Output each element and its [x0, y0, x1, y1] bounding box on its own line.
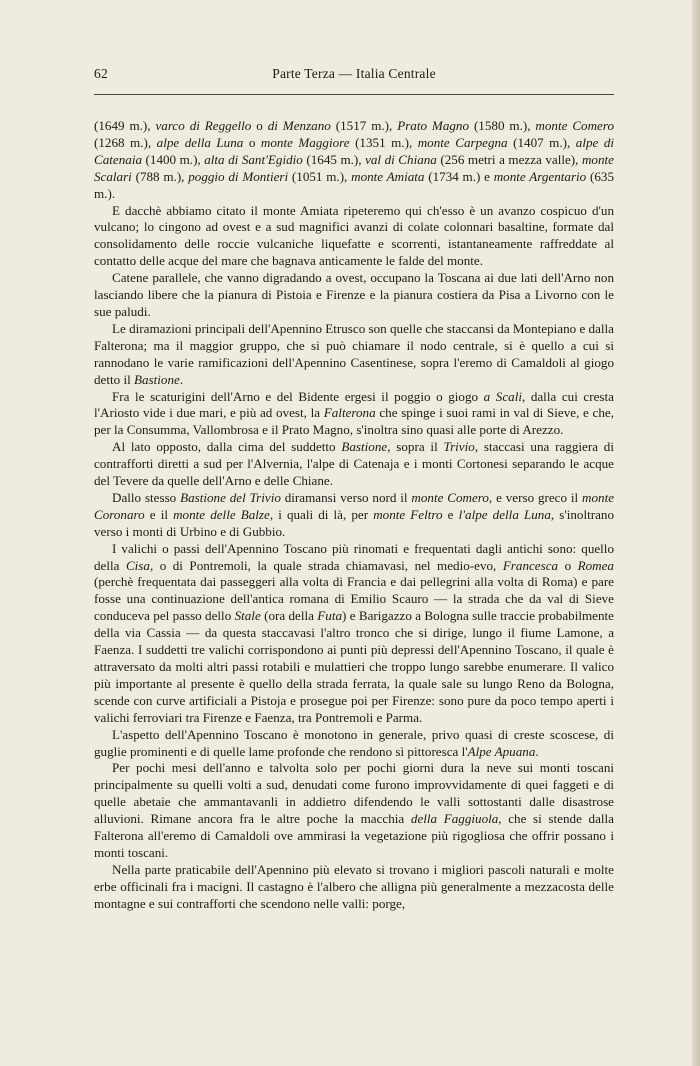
italic-term: di Menzano: [267, 118, 331, 133]
paragraph: [94, 321, 614, 389]
paragraph: [94, 439, 614, 490]
italic-term: Cisa: [125, 557, 150, 573]
text-run: (1734 m.) e: [424, 168, 494, 184]
text-run: , che si stende dalla Falterona all'eremo di Camaldoli ove ammirasi la vegetazione più rigogliosa che offrir possano i monti toscani.: [94, 811, 614, 860]
text-run: I valichi o passi dell'Apennino Toscano più rinomati e frequentati dagli antichi sono: quello della: [94, 540, 614, 573]
text-run: E dacchè abbiamo citato il monte Amiata ripeteremo qui ch'esso è un avanzo cospicuo d'un vulcano; lo cingono ad ovest e a sud magnifici avanzi di colate colonnari basaltine, formate dal consolidamento delle roccie vulcaniche liquefatte e scorrenti, istantaneamente raffreddate al contatto delle acque del mare che bagnava anticamente le falde del monte.: [94, 202, 614, 269]
italic-term: val di Chiana: [365, 151, 437, 167]
text-run: (788 m.),: [131, 168, 189, 184]
italic-term: monte Feltro: [373, 506, 443, 522]
text-run: o: [558, 557, 578, 573]
italic-term: della Faggiuola: [410, 811, 499, 827]
text-run: (635 m.).: [94, 168, 615, 201]
italic-term: poggio di Montieri: [188, 168, 289, 184]
italic-term: alpe di Catenaia: [94, 134, 614, 167]
text-run: , staccasi una raggiera di contrafforti diretti a sud per l'Alvernia, l'alpe di Catenaja e i monti Cortonesi separando le acque del Tevere da quelle dell'Arno e delle Chiane.: [94, 439, 614, 489]
text-run: o: [243, 134, 261, 150]
text-run: Al lato opposto, dalla cima del suddetto: [112, 439, 342, 455]
text-run: Le diramazioni principali dell'Apennino Etrusco son quelle che staccansi da Montepiano e dalla Falterona; ma il maggior gruppo, che si può chiamare il nodo centrale, si è quello a cui si rannodano le varie ramificazioni dell'Apennino Casentinese, sopra l'eremo di Camaldoli al giogo detto il: [94, 320, 614, 387]
italic-term: Romea: [577, 557, 614, 573]
running-head: Parte Terza — Italia Centrale: [272, 66, 436, 81]
italic-term: monte Amiata: [351, 168, 425, 184]
italic-term: monte Comero: [411, 489, 489, 505]
text-run: e: [442, 506, 459, 522]
text-run: , o di Pontremoli, la quale strada chiamavasi, nel medio-evo,: [149, 557, 503, 573]
paragraph: [94, 760, 614, 861]
text-run: Fra le scaturigini dell'Arno e del Bidente ergesi il poggio o giogo: [112, 388, 484, 404]
text-run: (1351 m.),: [349, 134, 418, 150]
paragraph: [94, 490, 614, 541]
italic-term: l'alpe della Luna: [458, 506, 551, 522]
text-run: (1517 m.),: [330, 118, 398, 133]
italic-term: varco di Reggello: [155, 118, 252, 133]
page-edge-shadow: [692, 0, 700, 1066]
paragraph: [94, 862, 614, 913]
italic-term: monte Carpegna: [417, 134, 508, 150]
text-run: (1268 m.),: [94, 134, 157, 150]
text-run: , i quali di là, per: [269, 506, 374, 522]
text-run: Dallo stesso: [112, 489, 181, 505]
text-run: ) e Barigazzo a Bologna sulle traccie probabilmente della via Cassia — da questa staccavasi l'altro tronco che si dirige, lungo il fiume Lamone, a Faenza. I suddetti tre valichi corrispondono ai punti più depressi dell'Apennino Toscano, il quale è attraversato da molti altri passi rotabili e mulattieri che troppo lungo sarebbe enumerare. Il valico più importante al presente è quello della strada ferrata, la quale sale su lungo Reno da Bologna, scende con curve artificiali a Pistoja e prosegue poi per Firenze: sono pure da poco tempo aperti i valichi ferroviari tra Firenze e Faenza, tra Pontremoli e Parma.: [94, 608, 614, 725]
italic-term: Alpe Apuana: [467, 743, 536, 759]
italic-term: alta di Sant'Egidio: [204, 151, 303, 167]
italic-term: Trivio: [443, 439, 475, 455]
text-run: Nella parte praticabile dell'Apennino più elevato si trovano i migliori pascoli naturali e molte erbe officinali fra i macigni. Il castagno è l'albero che alligna più generalmente a mezzacosta delle montagne e sui contrafforti che scendono nelle valli: porge,: [94, 861, 614, 911]
text-run: .: [535, 743, 539, 759]
italic-term: Prato Magno: [397, 118, 470, 133]
page-number: 62: [94, 66, 108, 81]
body-text: [94, 118, 614, 913]
text-run: , sopra il: [387, 439, 444, 455]
italic-term: monte delle Balze: [173, 506, 270, 522]
text-run: , dalla cui cresta l'Ariosto vide i due mari, e più ad ovest, la: [94, 388, 614, 421]
italic-term: Bastione: [341, 439, 388, 455]
italic-term: Stale: [234, 608, 261, 624]
italic-term: a Scali: [483, 388, 522, 404]
text-run: o: [251, 118, 268, 133]
italic-term: monte Maggiore: [260, 134, 350, 150]
text-run: Catene parallele, che vanno digradando a ovest, occupano la Toscana ai due lati dell'Arno non lasciando libere che la pianura di Pistoia e Firenze e la pianura costiera da Pisa a Livorno con le sue paludi.: [94, 270, 614, 319]
italic-term: Falterona: [323, 405, 376, 421]
text-run: che spinge i suoi rami in val di Sieve, e che, per la Consumma, Vallombrosa e il Prato Magno, s'inoltra sino quasi alle porte di Arezzo.: [94, 405, 614, 438]
text-run: (perchè frequentata dai passeggeri alla volta di Francia e dai pellegrini alla volta di Roma) e pare fosse una continuazione dell'antica romana di Emilio Scauro — la strada che da val di Sieve conduceva pel passo dello: [94, 574, 614, 624]
paragraph: [94, 118, 614, 203]
page-header: [94, 66, 614, 86]
text-run: e il: [144, 506, 174, 522]
italic-term: Futa: [317, 608, 343, 624]
italic-term: alpe della Luna: [156, 134, 244, 150]
text-run: Per pochi mesi dell'anno e talvolta solo per pochi giorni dura la neve sui monti toscani principalmente su quelli volti a sud, denudati come furono improvvidamente di quei faggeti e di quelle abetaie che ammantavanli in addietro difendendo le valli sottostanti dalle disastrose alluvioni. Rimane ancora fra le altre poche la macchia: [94, 760, 614, 827]
text-run: (ora della: [260, 608, 318, 624]
header-rule: [94, 94, 614, 95]
paragraph: [94, 270, 614, 321]
italic-term: monte Comero: [535, 118, 615, 133]
text-run: (1645 m.),: [302, 151, 366, 167]
italic-term: Francesca: [502, 557, 559, 573]
text-run: (1051 m.),: [288, 168, 352, 184]
italic-term: monte Scalari: [94, 151, 614, 184]
paragraph: [94, 389, 614, 440]
paragraph: [94, 541, 614, 727]
text-run: .: [179, 371, 184, 387]
text-run: (1649 m.),: [94, 118, 156, 133]
text-run: (1580 m.),: [469, 118, 536, 133]
text-run: , s'inoltrano verso i monti di Urbino e di Gubbio.: [94, 506, 614, 539]
italic-term: monte Coronaro: [94, 489, 615, 522]
text-run: L'aspetto dell'Apennino Toscano è monotono in generale, privo quasi di creste scoscese, di guglie prominenti e di quelle lame profonde che rendono sì pittoresca l': [94, 726, 614, 759]
italic-term: monte Argentario: [493, 168, 587, 184]
text-run: diramansi verso nord il: [280, 489, 412, 505]
italic-term: Bastione: [134, 371, 180, 387]
text-run: (256 metri a mezza valle),: [436, 151, 582, 167]
italic-term: Bastione del Trivio: [180, 489, 281, 505]
paragraph: [94, 203, 614, 271]
text-run: , e verso greco il: [488, 489, 583, 505]
text-run: (1400 m.),: [142, 151, 205, 167]
paragraph: [94, 727, 614, 761]
text-run: (1407 m.),: [507, 134, 576, 150]
